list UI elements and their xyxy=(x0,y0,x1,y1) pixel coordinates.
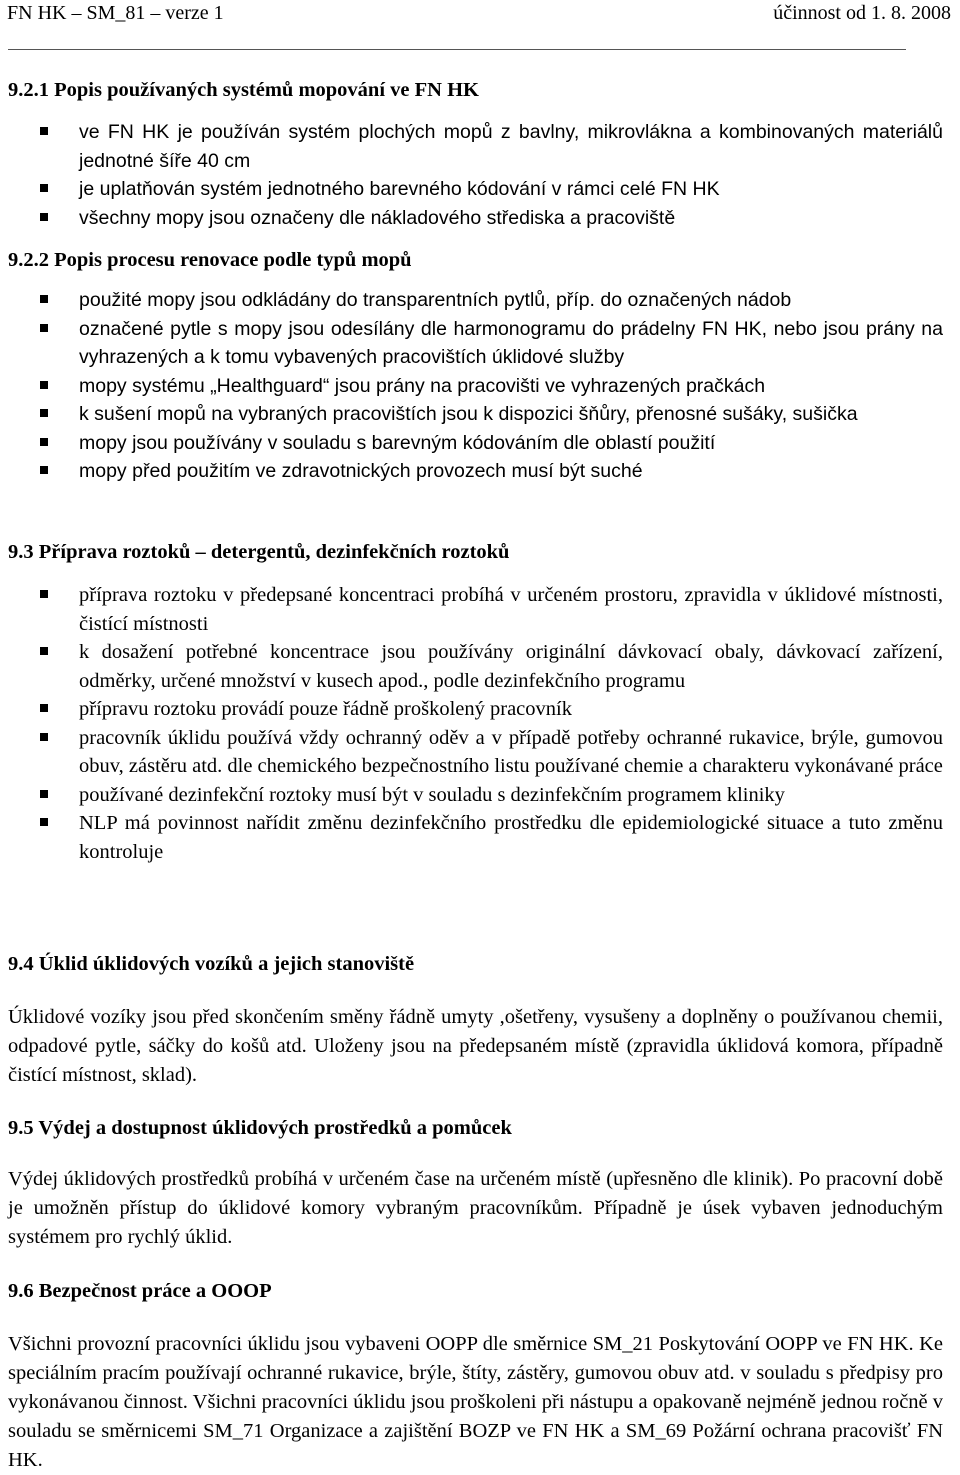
paragraph-9-4: Úklidové vozíky jsou před skončením směny řádně umyty ,ošetřeny, vysušeny a doplněny o používanou chemii, odpadové pytle, sáčky do košů atd. Uloženy jsou na předepsaném místě (zpravidla úklidová komora, případně čistící místnost, sklad). xyxy=(8,1006,943,1086)
bullet-icon xyxy=(40,818,48,826)
heading-9-2-2: 9.2.2 Popis procesu renovace podle typů mopů xyxy=(8,249,412,271)
header-document-id: FN HK – SM_81 – verze 1 xyxy=(7,2,224,24)
paragraph-9-6: Všichni provozní pracovníci úklidu jsou vybaveni OOPP dle směrnice SM_21 Poskytování OOPP ve FN HK. Ke speciálním pracím používají ochranné rukavice, brýle, štíty, zástěry, gumovou obuv atd. v souladu s předpisy pro vykonávanou činnost. Všichni pracovníci úklidu jsou proškoleni při nástupu a opakovaně nejméně jednou ročně v souladu se směrnicemi SM_71 Organizace a zajištění BOZP ve FN HK a SM_69 Požární ochrana pracovišť FN HK. xyxy=(8,1333,944,1471)
bullet-icon xyxy=(40,466,48,474)
list-9-2-1 xyxy=(40,118,943,232)
list-item: mopy jsou používány v souladu s barevným kódováním dle oblastí použití xyxy=(40,429,943,458)
list-item: k sušení mopů na vybraných pracovištích jsou k dispozici šňůry, přenosné sušáky, sušička xyxy=(40,400,943,429)
list-item: pracovník úklidu používá vždy ochranný oděv a v případě potřeby ochranné rukavice, brýle, gumovou obuv, zástěru atd. dle chemického bezpečnostního listu používané chemie a charakteru vykonávané práce xyxy=(40,724,943,781)
list-9-3 xyxy=(40,581,943,866)
heading-9-3: 9.3 Příprava roztoků – detergentů, dezinfekčních roztoků xyxy=(8,541,510,563)
bullet-icon xyxy=(40,438,48,446)
bullet-icon xyxy=(40,127,48,135)
bullet-icon xyxy=(40,590,48,598)
list-item: mopy před použitím ve zdravotnických provozech musí být suché xyxy=(40,457,943,486)
list-item: NLP má povinnost nařídit změnu dezinfekčního prostředku dle epidemiologické situace a tuto změnu kontroluje xyxy=(40,809,943,866)
list-item: použité mopy jsou odkládány do transparentních pytlů, příp. do označených nádob xyxy=(40,286,943,315)
heading-9-6: 9.6 Bezpečnost práce a OOOP xyxy=(8,1280,272,1302)
bullet-icon xyxy=(40,647,48,655)
header-effective-date: účinnost od 1. 8. 2008 xyxy=(773,2,951,24)
page-header xyxy=(3,0,955,30)
paragraph-9-5: Výdej úklidových prostředků probíhá v určeném čase na určeném místě (upřesněno dle klinik). Po pracovní době je umožněn přístup do úklidové komory vybraným pracovníkům. Případně je úsek vybaven jednoduchým systémem pro rychlý úklid. xyxy=(8,1168,943,1248)
header-divider xyxy=(8,49,906,50)
heading-9-5: 9.5 Výdej a dostupnost úklidových prostředků a pomůcek xyxy=(8,1117,512,1139)
list-item: označené pytle s mopy jsou odesílány dle harmonogramu do prádelny FN HK, nebo jsou prány na vyhrazených a k tomu vybavených pracovištích úklidové služby xyxy=(40,315,943,372)
bullet-icon xyxy=(40,184,48,192)
bullet-icon xyxy=(40,381,48,389)
list-item: všechny mopy jsou označeny dle nákladového střediska a pracoviště xyxy=(40,204,943,233)
list-item: mopy systému „Healthguard“ jsou prány na pracovišti ve vyhrazených pračkách xyxy=(40,372,943,401)
heading-9-2-1: 9.2.1 Popis používaných systémů mopování ve FN HK xyxy=(8,79,479,101)
list-item: k dosažení potřebné koncentrace jsou používány originální dávkovací obaly, dávkovací zařízení, odměrky, určené množství v kusech apod., podle dezinfekčního programu xyxy=(40,638,943,695)
list-item: používané dezinfekční roztoky musí být v souladu s dezinfekčním programem kliniky xyxy=(40,781,943,810)
bullet-icon xyxy=(40,704,48,712)
list-item: příprava roztoku v předepsané koncentraci probíhá v určeném prostoru, zpravidla v úklidové místnosti, čistící místnosti xyxy=(40,581,943,638)
bullet-icon xyxy=(40,213,48,221)
bullet-icon xyxy=(40,324,48,332)
bullet-icon xyxy=(40,409,48,417)
bullet-icon xyxy=(40,790,48,798)
bullet-icon xyxy=(40,295,48,303)
list-item: ve FN HK je používán systém plochých mopů z bavlny, mikrovlákna a kombinovaných materiálů jednotné šíře 40 cm xyxy=(40,118,943,175)
heading-9-4: 9.4 Úklid úklidových vozíků a jejich stanoviště xyxy=(8,953,415,975)
bullet-icon xyxy=(40,733,48,741)
list-item: je uplatňován systém jednotného barevného kódování v rámci celé FN HK xyxy=(40,175,943,204)
list-item: přípravu roztoku provádí pouze řádně proškolený pracovník xyxy=(40,695,943,724)
list-9-2-2 xyxy=(40,286,943,486)
